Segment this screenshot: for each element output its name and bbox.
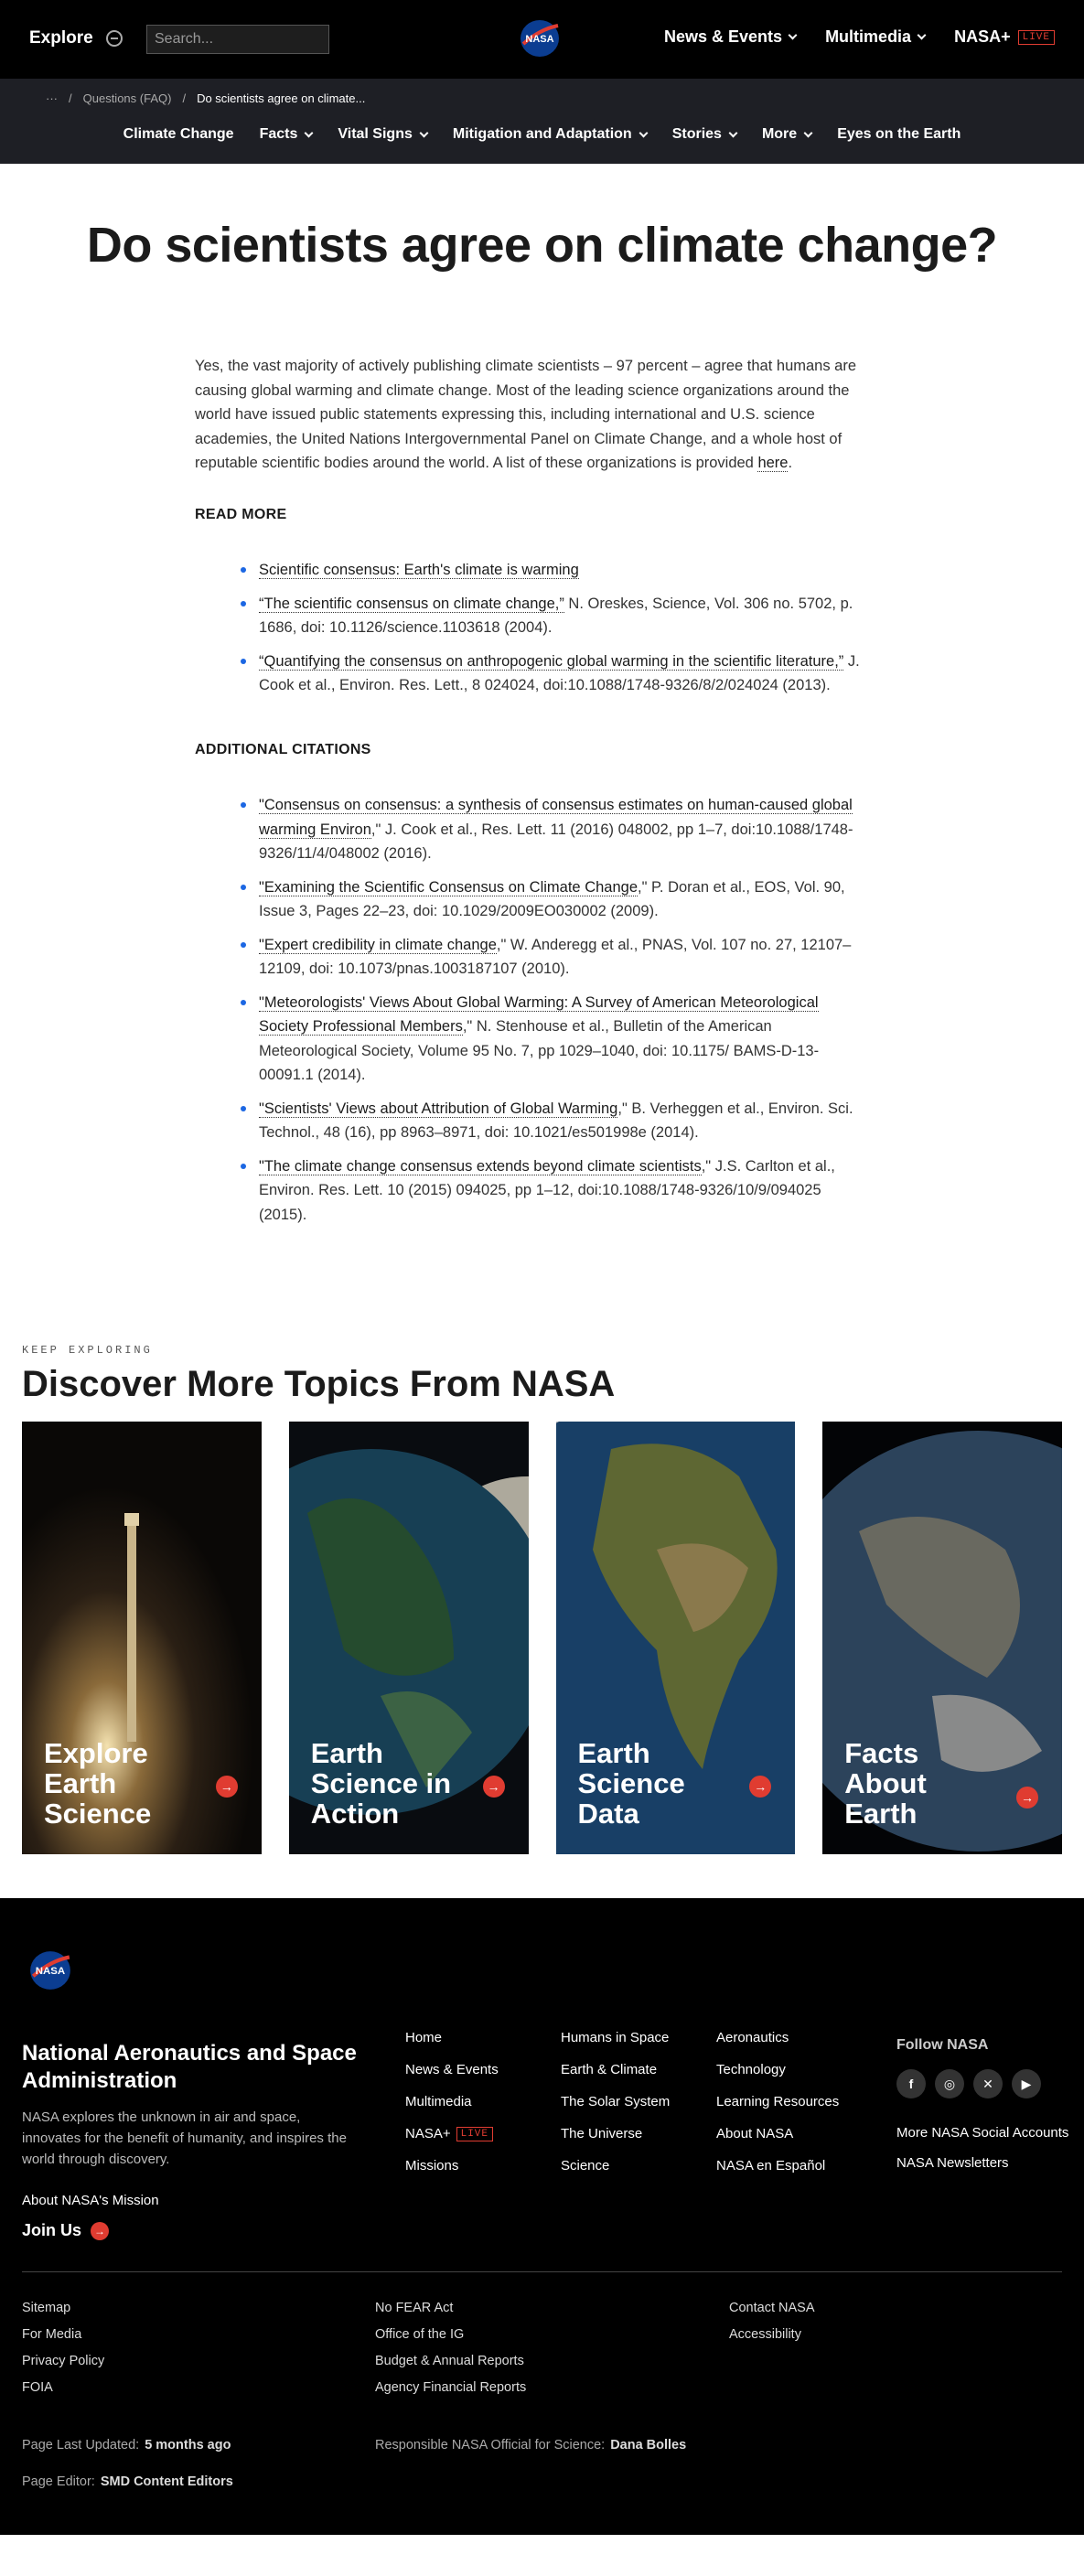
- svg-text:NASA: NASA: [525, 34, 554, 45]
- citation-detail: ," N. Stenhouse et al., Bulletin of the American Meteorological Society, Volume 95 No. 7, pp 1029–1040, doi: 10.1175/ BAMS-D-13-00091.1 (2014).: [259, 1018, 820, 1083]
- section-heading: Discover More Topics From NASA: [22, 1364, 616, 1404]
- footer-link[interactable]: The Solar System: [561, 2094, 671, 2109]
- responsible-official: Responsible NASA Official for Science: Dana Bolles: [375, 2438, 687, 2453]
- list-item: [241, 649, 863, 698]
- citation-detail: ," B. Verheggen et al., Environ. Sci. Technol., 48 (16), pp 8963–8971, doi: 10.1021/es501998e (2014).: [259, 1100, 853, 1141]
- social-more: [896, 2118, 1068, 2178]
- footer-link[interactable]: Home: [405, 2030, 443, 2045]
- list-item: [241, 592, 863, 640]
- nav-multimedia[interactable]: [825, 27, 925, 47]
- footer-description: NASA explores the unknown in air and space, innovates for the benefit of humanity, and inspires the world through discovery.: [22, 2109, 347, 2167]
- citation-link[interactable]: "Expert credibility in climate change: [259, 936, 497, 953]
- subnav-more[interactable]: [762, 126, 811, 143]
- topic-card-earth-science-data[interactable]: [556, 1422, 796, 1854]
- site-footer: [0, 1898, 1084, 2535]
- breadcrumb-separator: /: [182, 91, 187, 105]
- footer-col-2: [561, 2030, 670, 2190]
- citation-link[interactable]: "Examining the Scientific Consensus on Climate Change: [259, 878, 638, 896]
- footer-link[interactable]: Privacy Policy: [22, 2354, 105, 2368]
- subnav-label: Vital Signs: [338, 126, 413, 142]
- footer-link[interactable]: Humans in Space: [561, 2030, 670, 2045]
- card-title: Explore Earth Science: [44, 1737, 152, 1830]
- footer-link[interactable]: For Media: [22, 2327, 82, 2342]
- citation-link[interactable]: "Meteorologists' Views About Global Warming: A Survey of American Meteorological Society Professional Members: [259, 993, 819, 1035]
- citation-link[interactable]: "Consensus on consensus: a synthesis of consensus estimates on human-caused global warming Environ: [259, 797, 853, 838]
- subnav-label: Eyes on the Earth: [837, 126, 961, 142]
- citation-detail: ," J.S. Carlton et al., Environ. Res. Lett. 10 (2015) 094025, pp 1–12, doi:10.1088/1748-9326/10/9/094025 (2015).: [259, 1157, 835, 1223]
- footer-org-name: National Aeronautics and Space Administration: [22, 2041, 357, 2093]
- topic-card-earth-science-in-action[interactable]: [289, 1422, 529, 1854]
- footer-link[interactable]: Aeronautics: [716, 2030, 789, 2045]
- citation-detail: ," P. Doran et al., EOS, Vol. 90, Issue 3, Pages 22–23, doi: 10.1029/2009EO030002 (2009).: [259, 878, 845, 919]
- footer-link[interactable]: Multimedia: [405, 2094, 472, 2109]
- svg-text:NASA: NASA: [35, 1966, 66, 1978]
- article-body: [195, 354, 863, 1227]
- citation-link[interactable]: “The scientific consensus on climate change,”: [259, 595, 564, 612]
- subnav-mitigation[interactable]: [453, 126, 647, 143]
- breadcrumb-faq[interactable]: Questions (FAQ): [82, 91, 172, 105]
- breadcrumb-separator: /: [69, 91, 72, 105]
- subnav-eyes-on-earth[interactable]: [837, 126, 961, 143]
- subnav-label: More: [761, 126, 798, 142]
- footer-link[interactable]: Budget & Annual Reports: [375, 2354, 524, 2368]
- topic-card-facts-about-earth[interactable]: [822, 1422, 1062, 1854]
- list-item: [241, 793, 863, 866]
- citation-link[interactable]: “Quantifying the consensus on anthropogenic global warming in the scientific literature,”: [259, 652, 844, 670]
- card-title: Earth Science in Action: [310, 1737, 452, 1830]
- explore-menu[interactable]: [29, 28, 123, 48]
- subnav-stories[interactable]: [672, 126, 736, 143]
- join-label: Join Us: [22, 2221, 82, 2239]
- additional-citations-heading: ADDITIONAL CITATIONS: [195, 741, 371, 757]
- breadcrumb-ellipsis[interactable]: ···: [46, 91, 58, 105]
- card-title: Facts About Earth: [844, 1737, 927, 1830]
- chevron-down-icon: [639, 128, 648, 137]
- chevron-down-icon: [305, 128, 314, 137]
- chevron-down-icon: [729, 128, 738, 137]
- citation-detail: ," W. Anderegg et al., PNAS, Vol. 107 no. 27, 12107–12109, doi: 10.1073/pnas.1003187107 (2010).: [259, 936, 852, 977]
- footer-link[interactable]: Office of the IG: [375, 2327, 465, 2342]
- citation-link[interactable]: "The climate change consensus extends beyond climate scientists: [259, 1157, 702, 1175]
- arrow-right-icon: →: [91, 2222, 109, 2240]
- breadcrumb-current: Do scientists agree on climate...: [197, 91, 366, 105]
- card-title: Earth Science Data: [577, 1737, 685, 1830]
- footer-col-1: [405, 2030, 499, 2190]
- chevron-down-icon: [789, 31, 798, 40]
- intro-text: Yes, the vast majority of actively publishing climate scientists – 97 percent – agree that humans are causing global warming and climate change. Most of the leading science organizations around the world have issued public statements expressing this, including international and U.S. science academies, the United Nations Intergovernmental Panel on Climate Change, and a whole host of reputable scientific bodies around the world. A list of these organizations is provided: [195, 358, 857, 471]
- follow-heading: Follow NASA: [896, 2037, 989, 2053]
- footer-link[interactable]: Technology: [716, 2062, 786, 2077]
- section-navigation: [0, 79, 1084, 164]
- top-navigation: [0, 0, 1084, 79]
- footer-divider: [22, 2271, 1062, 2272]
- footer-link[interactable]: FOIA: [22, 2380, 53, 2395]
- citation-detail: J. Cook et al., Environ. Res. Lett., 8 024024, doi:10.1088/1748-9326/8/2/024024 (2013).: [259, 652, 860, 693]
- more-social-link[interactable]: More NASA Social Accounts: [896, 2125, 1069, 2141]
- list-item: [241, 875, 863, 924]
- footer-link[interactable]: NASA en Español: [716, 2158, 826, 2174]
- nav-news-events[interactable]: [664, 27, 796, 47]
- subnav-label: Climate Change: [123, 126, 234, 142]
- about-mission-link[interactable]: About NASA's Mission: [22, 2193, 159, 2208]
- organizations-link[interactable]: here: [757, 455, 789, 471]
- subnav-label: Facts: [259, 126, 298, 142]
- footer-link[interactable]: Accessibility: [729, 2327, 801, 2342]
- instagram-icon[interactable]: ◎: [935, 2069, 964, 2098]
- nav-nasa-plus-label: NASA+: [954, 27, 1011, 46]
- list-item: [241, 558, 863, 583]
- footer-bottom-col-2: [375, 2295, 526, 2401]
- arrow-right-icon: →: [1016, 1787, 1038, 1809]
- chevron-down-icon: [419, 128, 428, 137]
- intro-end: .: [788, 455, 793, 471]
- explore-label: Explore: [29, 28, 93, 48]
- footer-link[interactable]: Sitemap: [22, 2301, 71, 2315]
- footer-link[interactable]: NASA+ LIVE: [405, 2126, 499, 2141]
- footer-link[interactable]: Science: [561, 2158, 610, 2174]
- footer-link[interactable]: News & Events: [405, 2062, 499, 2077]
- arrow-right-icon: →: [483, 1776, 505, 1798]
- arrow-right-icon: →: [749, 1776, 771, 1798]
- intro-paragraph: [195, 354, 863, 476]
- breadcrumb: [46, 91, 365, 105]
- page-editor: Page Editor: SMD Content Editors: [22, 2474, 233, 2489]
- chevron-down-icon: [918, 31, 927, 40]
- footer-link[interactable]: Learning Resources: [716, 2094, 840, 2109]
- footer-link[interactable]: Contact NASA: [729, 2301, 815, 2315]
- citation-link[interactable]: "Scientists' Views about Attribution of Global Warming: [259, 1100, 618, 1117]
- footer-col-3: [716, 2030, 839, 2190]
- footer-link[interactable]: The Universe: [561, 2126, 643, 2141]
- nasa-logo-icon[interactable]: [27, 1949, 73, 1991]
- nav-news-label: News & Events: [664, 27, 783, 46]
- subnav-climate-change[interactable]: [123, 126, 234, 143]
- list-item: [241, 1097, 863, 1145]
- newsletters-link[interactable]: NASA Newsletters: [896, 2155, 1009, 2171]
- footer-link[interactable]: Earth & Climate: [561, 2062, 658, 2077]
- subnav-label: Stories: [671, 126, 722, 142]
- footer-link[interactable]: About NASA: [716, 2126, 794, 2141]
- read-more-heading: READ MORE: [195, 506, 287, 522]
- chevron-down-icon: [804, 128, 813, 137]
- keep-exploring-section: [0, 1267, 1084, 1898]
- page-updated: Page Last Updated: 5 months ago: [22, 2438, 231, 2453]
- read-more-list: [195, 558, 863, 698]
- footer-link[interactable]: Missions: [405, 2158, 459, 2174]
- page-title: Do scientists agree on climate change?: [86, 218, 998, 273]
- subnav-vital-signs[interactable]: [338, 126, 427, 143]
- additional-citations-list: [195, 793, 863, 1227]
- footer-bottom-col-1: [22, 2295, 104, 2401]
- footer-link[interactable]: No FEAR Act: [375, 2301, 454, 2315]
- topic-card-explore-earth-science[interactable]: [22, 1422, 262, 1854]
- join-us-link[interactable]: [22, 2221, 109, 2240]
- search-input[interactable]: [146, 25, 329, 54]
- citation-detail: ," J. Cook et al., Res. Lett. 11 (2016) 048002, pp 1–7, doi:10.1088/1748-9326/11/4/048002 (2016).: [259, 821, 853, 862]
- arrow-right-icon: →: [216, 1776, 238, 1798]
- nav-nasa-plus[interactable]: [954, 27, 1055, 47]
- youtube-icon[interactable]: ▶: [1012, 2069, 1041, 2098]
- list-item: [241, 1154, 863, 1228]
- subnav-label: Mitigation and Adaptation: [452, 126, 632, 142]
- nasa-logo-icon[interactable]: [518, 18, 562, 59]
- list-item: [241, 991, 863, 1088]
- explore-toggle-icon: [106, 30, 123, 47]
- footer-bottom-col-3: [729, 2295, 815, 2348]
- list-item: [241, 933, 863, 982]
- citation-link[interactable]: Scientific consensus: Earth's climate is warming: [259, 562, 579, 578]
- facebook-icon[interactable]: f: [896, 2069, 926, 2098]
- live-badge: LIVE: [1018, 30, 1055, 45]
- nav-multimedia-label: Multimedia: [825, 27, 912, 46]
- x-icon[interactable]: ✕: [973, 2069, 1003, 2098]
- citation-detail: N. Oreskes, Science, Vol. 306 no. 5702, p. 1686, doi: 10.1126/science.1103618 (2004).: [259, 595, 853, 636]
- section-kicker: KEEP EXPLORING: [22, 1344, 153, 1357]
- social-icons: [896, 2069, 1041, 2098]
- subnav-facts[interactable]: [260, 126, 313, 143]
- live-badge: LIVE: [456, 2127, 493, 2141]
- footer-link[interactable]: Agency Financial Reports: [375, 2380, 527, 2395]
